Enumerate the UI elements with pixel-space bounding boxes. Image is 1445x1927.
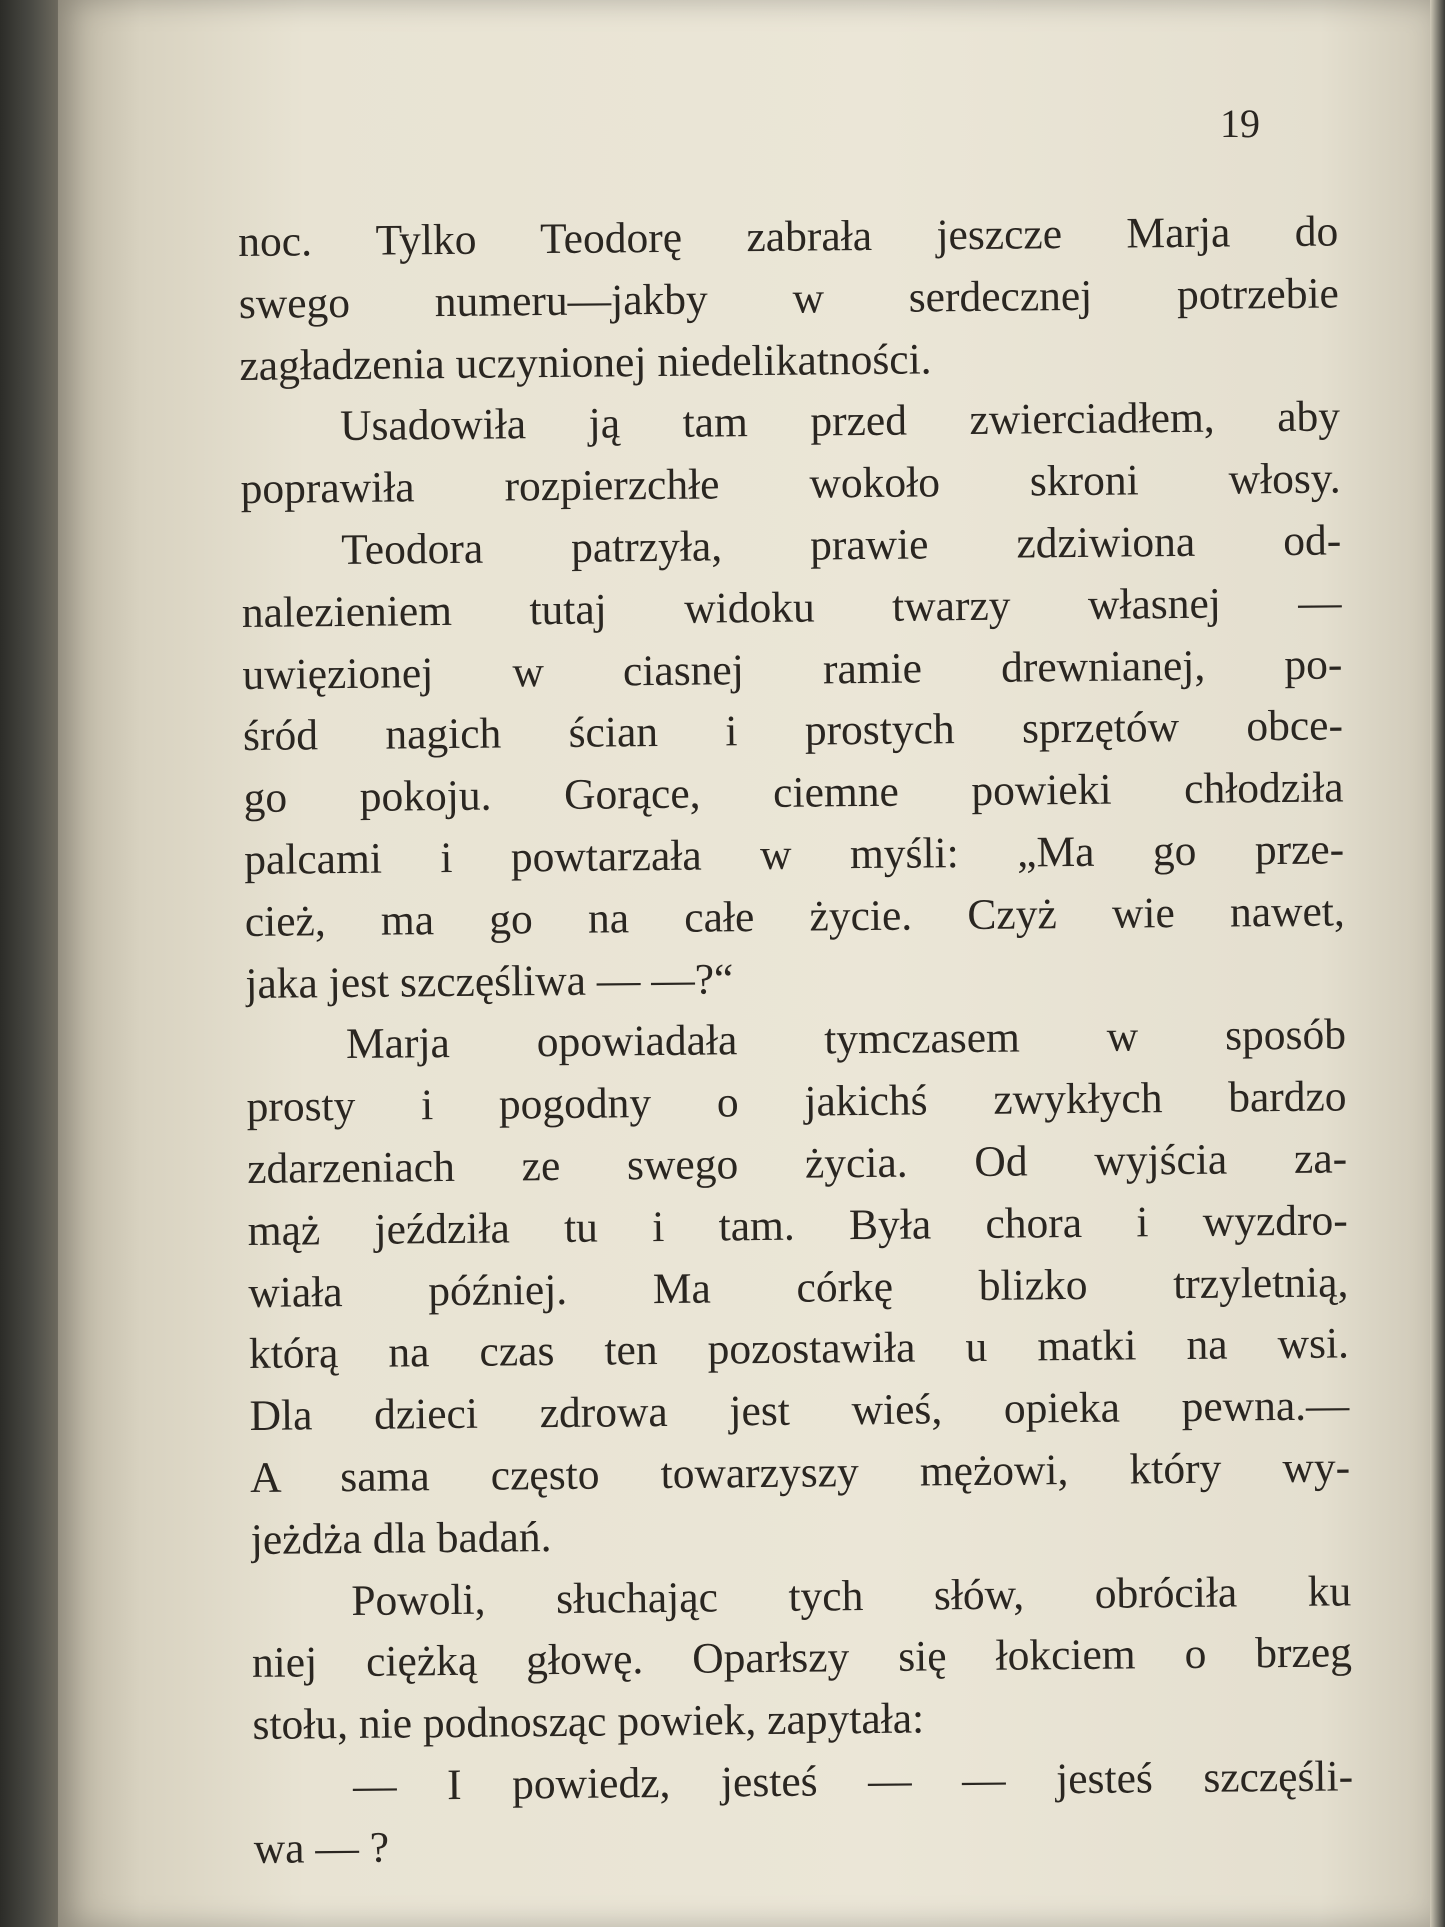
body-text — [238, 201, 1354, 1880]
text-line: noc. Tylko Teodorę zabrała jeszcze Marja do — [238, 207, 1339, 266]
text-line: stołu, nie podnosząc powiek, zapytała: — [252, 1694, 925, 1750]
text-line: Powoli, słuchając tych słów, obróciła ku — [351, 1566, 1352, 1625]
book-page — [58, 0, 1430, 1927]
text-line: zdarzeniach ze swego życia. Od wyjścia za- — [246, 1134, 1348, 1193]
text-line: Dla dzieci zdrowa jest wieś, opieka pewna.— — [249, 1381, 1350, 1441]
text-line: zagładzenia uczynionej niedelikatności. — [239, 334, 932, 390]
text-line: swego numeru—jakby w serdecznej potrzebie — [238, 269, 1340, 328]
text-line: Marja opowiadała tymczasem w sposób — [345, 1010, 1347, 1069]
text-line: uwięzionej w ciasnej ramie drewnianej, po- — [242, 639, 1343, 699]
text-line: A sama często towarzyszy mężowi, który wy- — [249, 1443, 1351, 1502]
text-line: jeżdża dla badań. — [250, 1512, 552, 1564]
text-line: poprawiła rozpierzchłe wokoło skroni włosy. — [240, 454, 1341, 514]
text-line: wa — ? — [253, 1823, 390, 1873]
text-line: Teodora patrzyła, prawie zdziwiona od- — [341, 516, 1342, 575]
page-edge — [1430, 0, 1445, 1927]
text-line: śród nagich ścian i prostych sprzętów obce- — [242, 701, 1344, 761]
text-line: jaka jest szczęśliwa — —?“ — [245, 954, 734, 1008]
text-line: cież, ma go na całe życie. Czyż wie nawet, — [244, 887, 1345, 946]
text-line: Usadowiła ją tam przed zwierciadłem, aby — [339, 392, 1341, 451]
text-line: — I powiedz, jesteś — — jesteś szczęśli- — [352, 1752, 1354, 1810]
text-line: palcami i powtarzała w myśli: „Ma go prze- — [243, 825, 1345, 884]
text-line: go pokoju. Gorące, ciemne powieki chłodziła — [243, 763, 1344, 823]
page-number: 19 — [1220, 101, 1260, 146]
text-line: prosty i pogodny o jakichś zwykłych bardzo — [246, 1072, 1347, 1132]
text-line: wiała później. Ma córkę blizko trzyletnią, — [248, 1257, 1349, 1317]
text-line: nalezieniem tutaj widoku twarzy własnej — — [241, 578, 1343, 637]
text-line: którą na czas ten pozostawiła u matki na wsi. — [248, 1319, 1350, 1379]
text-line: mąż jeździła tu i tam. Była chora i wyzdro- — [247, 1196, 1348, 1255]
text-line: niej ciężką głowę. Oparłszy się łokciem o brzeg — [251, 1628, 1353, 1688]
